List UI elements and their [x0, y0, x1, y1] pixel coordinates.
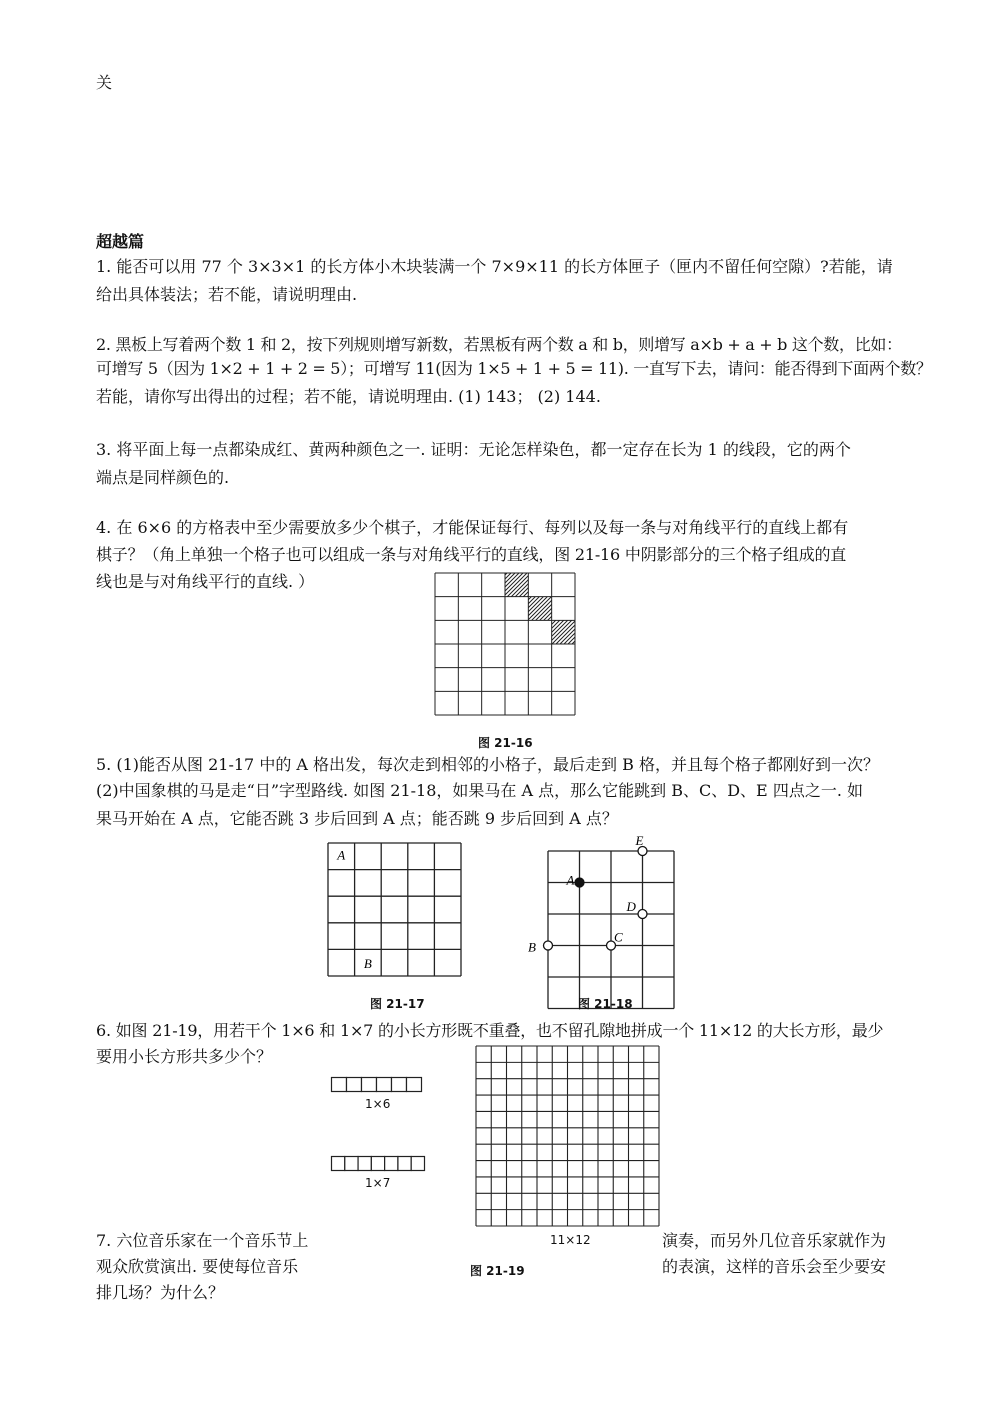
problem-2-line-3: 若能，请你写出得出的过程；若不能，请说明理由. (1) 143； (2) 144.	[96, 387, 601, 406]
strip-cell	[332, 1078, 347, 1092]
problem-1-line-2: 给出具体装法；若不能，请说明理由.	[96, 285, 358, 304]
figure-21-17-grid	[328, 843, 461, 976]
strip-cell	[407, 1078, 422, 1092]
shaded-cell	[552, 620, 575, 644]
problem-7-line-2-right: 的表演，这样的音乐会至少要安	[662, 1257, 887, 1276]
cell-label-b: B	[363, 956, 372, 972]
strip-cell	[362, 1078, 377, 1092]
strip-cell	[377, 1078, 392, 1092]
point-label-e: E	[635, 833, 644, 848]
problem-5-line-2: (2)中国象棋的马是走“日”字型路线. 如图 21-18，如果马在 A 点，那么它能跳到 B、C、D、E 四点之一. 如	[96, 781, 863, 800]
problem-1-line-1: 1. 能否可以用 77 个 3×3×1 的长方体小木块装满一个 7×9×11 的长方体匣子（匣内不留任何空隙）?若能，请	[96, 257, 893, 276]
problem-6-line-1: 6. 如图 21-19，用若干个 1×6 和 1×7 的小长方形既不重叠，也不留孔隙地拼成一个 11×12 的大长方形，最少	[96, 1021, 884, 1040]
point-b	[544, 941, 553, 950]
point-a	[575, 878, 584, 887]
problem-3-line-1: 3. 将平面上每一点都染成红、黄两种颜色之一. 证明：无论怎样染色，都一定存在长为 1 的线段，它的两个	[96, 440, 851, 459]
shaded-cell	[528, 597, 551, 621]
strip-1x7	[331, 1156, 426, 1172]
strip-cell	[332, 1157, 345, 1171]
figure-21-16-grid	[435, 573, 575, 715]
problem-6-line-2: 要用小长方形共多少个？	[96, 1047, 273, 1066]
strip-cell	[371, 1157, 384, 1171]
section-title: 超越篇	[96, 232, 145, 251]
figure-21-19-grid-label: 11×12	[550, 1233, 591, 1247]
strip-cell	[411, 1157, 424, 1171]
strip-1x7-label: 1×7	[365, 1176, 391, 1190]
point-label-d: D	[626, 899, 636, 914]
problem-4-line-2: 棋子？（角上单独一个格子也可以组成一条与对角线平行的直线，图 21-16 中阴影部分的三个格子组成的直	[96, 545, 847, 564]
strip-cell	[385, 1157, 398, 1171]
point-d	[638, 910, 647, 919]
shaded-cell	[505, 573, 528, 597]
figure-21-18-board	[520, 833, 680, 978]
strip-cell	[347, 1078, 362, 1092]
problem-5-line-3: 果马开始在 A 点，它能否跳 3 步后回到 A 点；能否跳 9 步后回到 A 点？	[96, 809, 618, 828]
problem-7-line-3: 排几场？为什么？	[96, 1283, 225, 1302]
problem-7-line-1-left: 7. 六位音乐家在一个音乐节上	[96, 1231, 309, 1250]
problem-2-line-1: 2. 黑板上写着两个数 1 和 2，按下列规则增写新数，若黑板有两个数 a 和 b，则增写 a×b + a + b 这个数，比如：	[96, 335, 902, 354]
point-label-a: A	[566, 872, 575, 888]
problem-4-line-1: 4. 在 6×6 的方格表中至少需要放多少个棋子，才能保证每行、每列以及每一条与对角线平行的直线上都有	[96, 518, 849, 537]
problem-4-line-3: 线也是与对角线平行的直线. ）	[96, 572, 315, 591]
problem-5-line-1: 5. (1)能否从图 21-17 中的 A 格出发，每次走到相邻的小格子，最后走到 B 格，并且每个格子都刚好到一次？	[96, 755, 879, 774]
problem-2-line-2: 可增写 5（因为 1×2 + 1 + 2 = 5）；可增写 11(因为 1×5 + 1 + 5 = 11). 一直写下去，请问：能否得到下面两个数？	[96, 359, 932, 378]
cell-label-a: A	[337, 847, 346, 863]
strip-cell	[345, 1157, 358, 1171]
point-label-b: B	[528, 939, 536, 955]
strip-cell	[358, 1157, 371, 1171]
problem-3-line-2: 端点是同样颜色的.	[96, 468, 230, 487]
top-character: 关	[96, 73, 113, 92]
figure-21-17-caption: 图 21-17	[370, 997, 425, 1011]
figure-21-16-caption: 图 21-16	[478, 736, 533, 750]
strip-cell	[392, 1078, 407, 1092]
strip-1x6	[331, 1077, 423, 1093]
problem-7-line-1-right: 演奏，而另外几位音乐家就作为	[662, 1231, 887, 1250]
figure-21-19-caption: 图 21-19	[470, 1264, 525, 1278]
figure-21-18-caption: 图 21-18	[578, 997, 633, 1011]
strip-cell	[398, 1157, 411, 1171]
problem-7-line-2-left: 观众欣赏演出. 要使每位音乐	[96, 1257, 299, 1276]
point-label-c: C	[614, 929, 623, 945]
figure-21-19-grid	[476, 1046, 659, 1226]
strip-1x6-label: 1×6	[365, 1097, 391, 1111]
